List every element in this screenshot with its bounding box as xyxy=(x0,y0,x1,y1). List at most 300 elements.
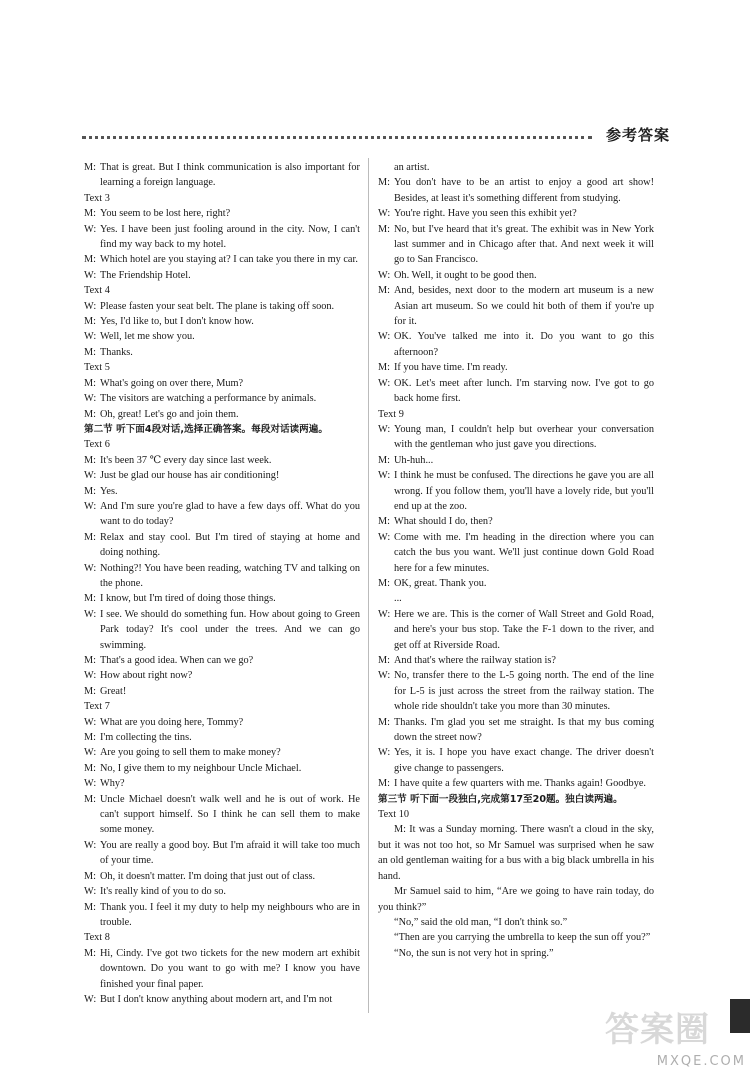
speaker-label: M xyxy=(84,685,94,697)
dialogue-text: Which hotel are you staying at? I can take you there in my car. xyxy=(100,254,358,266)
dialogue-line xyxy=(378,283,654,329)
text-heading: Text 8 xyxy=(84,932,110,944)
speaker xyxy=(84,730,100,745)
speaker-colon: : xyxy=(93,778,97,790)
monologue-paragraph: “No, the sun is not very hot in spring.” xyxy=(394,947,554,959)
left-column xyxy=(84,160,360,1007)
speaker xyxy=(84,715,100,730)
dialogue-text: Nothing?! You have been reading, watching TV and talking on the phone. xyxy=(100,562,360,589)
speaker xyxy=(84,561,100,592)
dialogue-text: Uncle Michael doesn't walk well and he is out of work. He can't support himself. So I think he can sell them to make some money. xyxy=(100,793,360,836)
speaker xyxy=(378,206,394,221)
speaker xyxy=(378,283,394,329)
speaker-label: M xyxy=(84,377,94,389)
dialogue-text: Relax and stay cool. But I'm tired of staying at home and doing nothing. xyxy=(100,531,360,559)
speaker-colon: : xyxy=(387,423,391,435)
dialogue-text: What's going on over there, Mum? xyxy=(100,377,244,389)
speaker xyxy=(378,715,394,746)
speaker-label: M xyxy=(84,870,94,882)
dialogue-text: Yes, it is. I hope you have exact change. The driver doesn't give change to passengers. xyxy=(394,747,654,774)
speaker xyxy=(378,653,394,668)
speaker-label: M xyxy=(84,208,94,220)
dialogue-line xyxy=(84,838,360,869)
speaker-label: M xyxy=(84,531,94,543)
speaker-label: W xyxy=(84,886,94,898)
speaker-label: W xyxy=(378,377,388,389)
speaker-label: M xyxy=(378,454,388,466)
speaker-colon: : xyxy=(387,454,391,466)
dialogue-line xyxy=(378,668,654,714)
speaker-label: W xyxy=(378,747,388,759)
speaker-colon: : xyxy=(93,886,97,898)
text-heading: Text 5 xyxy=(84,362,110,374)
monologue-paragraph: “No,” said the old man, “I don't think so.” xyxy=(394,916,568,928)
speaker-colon: : xyxy=(93,408,97,420)
dotted-rule xyxy=(82,136,592,139)
speaker xyxy=(84,329,100,344)
speaker-label: M xyxy=(84,346,94,358)
speaker xyxy=(84,776,100,791)
dialogue-line xyxy=(84,591,360,606)
speaker-label: M xyxy=(84,901,94,913)
dialogue-line xyxy=(378,468,654,514)
speaker xyxy=(84,468,100,483)
speaker-label: M xyxy=(378,362,388,374)
speaker xyxy=(84,299,100,314)
dialogue-line xyxy=(84,946,360,992)
dialogue-text: No, I give them to my neighbour Uncle Michael. xyxy=(100,762,302,774)
speaker-label: W xyxy=(84,393,94,405)
dialogue-text: Oh. Well, it ought to be good then. xyxy=(394,269,537,281)
dialogue-text: Yes. xyxy=(100,485,118,497)
dialogue-text: It's been 37 ℃ every day since last week. xyxy=(100,454,272,466)
speaker-colon: : xyxy=(93,470,97,482)
dialogue-line xyxy=(84,468,360,483)
dialogue-text: I think he must be confused. The directions he gave you are all wrong. If you follow them, you'll have a lovely ride, but you'll end up at the zoo. xyxy=(394,470,654,512)
dialogue-line xyxy=(84,900,360,931)
speaker-label: W xyxy=(378,208,388,220)
dialogue-text: Here we are. This is the corner of Wall Street and Gold Road, and here's your bus stop. Take the F-1 down to the river, and get off at Riverside Road. xyxy=(394,608,654,651)
speaker-colon: : xyxy=(93,485,97,497)
speaker xyxy=(378,360,394,375)
dialogue-text: Please fasten your seat belt. The plane is taking off soon. xyxy=(100,300,335,312)
header-title: 参考答案 xyxy=(605,126,670,144)
dialogue-line xyxy=(378,653,654,668)
dialogue-line xyxy=(84,222,360,253)
speaker-colon: : xyxy=(387,577,391,589)
speaker xyxy=(84,992,100,1007)
speaker-label: M xyxy=(84,316,94,328)
dialogue-line xyxy=(378,175,654,206)
dialogue-line xyxy=(84,561,360,592)
dialogue-line xyxy=(84,252,360,267)
speaker xyxy=(84,838,100,869)
speaker-colon: : xyxy=(93,670,97,682)
dialogue-line xyxy=(378,745,654,776)
dialogue-line xyxy=(378,206,654,221)
dialogue-text: What should I do, then? xyxy=(394,516,493,528)
speaker-label: W xyxy=(84,300,94,312)
dialogue-line xyxy=(84,684,360,699)
speaker-colon: : xyxy=(387,655,391,666)
dialogue-line xyxy=(84,206,360,221)
dialogue-text: No, transfer there to the L-5 going north. The end of the line for L-5 is just across the street from the railway station. The whole ride shouldn't take you more than 30 minutes. xyxy=(394,670,654,713)
dialogue-line xyxy=(378,715,654,746)
speaker xyxy=(84,407,100,422)
speaker-colon: : xyxy=(93,162,97,173)
speaker-colon: : xyxy=(387,716,391,728)
dialogue-text: OK. You've talked me into it. Do you want to go this afternoon? xyxy=(394,331,654,358)
dialogue-line xyxy=(378,776,654,791)
speaker xyxy=(84,453,100,468)
speaker xyxy=(84,391,100,406)
dialogue-text: Oh, it doesn't matter. I'm doing that just out of class. xyxy=(100,870,316,882)
speaker-label: W xyxy=(84,331,94,343)
speaker-colon: : xyxy=(93,993,97,1005)
dialogue-line xyxy=(84,792,360,838)
dialogue-line xyxy=(378,422,654,453)
speaker xyxy=(84,607,100,653)
section-heading: 第二节 听下面4段对话,选择正确答案。每段对话读两遍。 xyxy=(84,423,328,435)
dialogue-text: OK. Let's meet after lunch. I'm starving now. I've got to go back home first. xyxy=(394,377,654,405)
speaker-colon: : xyxy=(93,531,97,543)
speaker xyxy=(84,530,100,561)
speaker xyxy=(84,684,100,699)
speaker-label: M xyxy=(84,454,94,466)
speaker-colon: : xyxy=(387,208,391,220)
speaker-label: M xyxy=(84,162,94,173)
dialogue-line xyxy=(378,376,654,407)
text-heading: Text 3 xyxy=(84,192,110,204)
dialogue-line xyxy=(84,761,360,776)
dialogue-line xyxy=(378,607,654,653)
dialogue-text: Young man, I couldn't help but overhear your conversation with the gentleman who just gave you directions. xyxy=(394,423,654,451)
speaker-colon: : xyxy=(93,655,97,666)
speaker-colon: : xyxy=(93,839,97,851)
dialogue-line xyxy=(378,514,654,529)
speaker xyxy=(84,206,100,221)
speaker-label: M xyxy=(84,408,94,420)
speaker xyxy=(378,530,394,576)
dialogue-line xyxy=(84,992,360,1007)
speaker-colon: : xyxy=(93,269,97,281)
speaker-colon: : xyxy=(93,608,97,620)
dialogue-line xyxy=(378,530,654,576)
speaker xyxy=(378,329,394,360)
speaker-label: W xyxy=(84,670,94,682)
speaker xyxy=(378,668,394,714)
dialogue-line xyxy=(84,869,360,884)
speaker xyxy=(378,514,394,529)
speaker-label: M xyxy=(84,655,94,666)
dialogue-line xyxy=(84,499,360,530)
speaker-colon: : xyxy=(93,346,97,358)
page-header xyxy=(82,124,670,150)
dialogue-text: How about right now? xyxy=(100,670,193,682)
dialogue-line xyxy=(84,668,360,683)
speaker-colon: : xyxy=(93,716,97,728)
speaker-colon: : xyxy=(387,223,391,235)
text-heading: Text 6 xyxy=(84,439,110,451)
speaker-label: M xyxy=(378,655,388,666)
dialogue-line xyxy=(84,407,360,422)
speaker-label: M xyxy=(378,285,388,297)
dialogue-line xyxy=(84,653,360,668)
dialogue-text: It's really kind of you to do so. xyxy=(100,886,226,898)
speaker-label: W xyxy=(84,562,94,574)
speaker-label: W xyxy=(84,223,94,235)
speaker xyxy=(378,453,394,468)
speaker-label: W xyxy=(378,531,388,543)
speaker xyxy=(84,376,100,391)
speaker-colon: : xyxy=(93,793,97,805)
dialogue-text: Oh, great! Let's go and join them. xyxy=(100,408,239,420)
speaker-colon: : xyxy=(93,747,97,759)
speaker-label: W xyxy=(378,423,388,435)
dialogue-line xyxy=(84,745,360,760)
speaker-colon: : xyxy=(93,254,97,266)
dialogue-text: Come with me. I'm heading in the direction where you can catch the bus you want. We'll just continue down Gold Road here for a few minutes. xyxy=(394,531,654,574)
speaker-colon: : xyxy=(387,516,391,528)
speaker-colon: : xyxy=(387,670,391,682)
speaker-colon: : xyxy=(387,778,391,790)
column-divider xyxy=(368,158,369,1013)
speaker-label: W xyxy=(378,470,388,482)
speaker xyxy=(378,376,394,407)
dialogue-line xyxy=(84,730,360,745)
speaker xyxy=(378,222,394,268)
speaker-colon: : xyxy=(93,377,97,389)
speaker xyxy=(84,668,100,683)
speaker-label: W xyxy=(84,269,94,281)
speaker-label: W xyxy=(378,670,388,682)
dialogue-text: No, but I've heard that it's great. The exhibit was in New York last summer and in Chicago after that. And next week it will go to San Francisco. xyxy=(394,223,654,266)
speaker-colon: : xyxy=(387,377,391,389)
monologue-paragraph: M: It was a Sunday morning. There wasn't a cloud in the sky, but it was not too hot, so Mr Samuel was surprised when he saw an old gentleman waiting for a bus with a big black umbrella in his hand. xyxy=(378,824,654,882)
speaker-label: M xyxy=(378,223,388,235)
dialogue-line xyxy=(378,576,654,591)
speaker-colon: : xyxy=(93,593,97,605)
watermark-logo: 答案圈 xyxy=(605,1010,710,1050)
speaker-colon: : xyxy=(387,285,391,297)
dialogue-text: And I'm sure you're glad to have a few days off. What do you want to do today? xyxy=(100,500,360,528)
speaker-colon: : xyxy=(93,901,97,913)
speaker-colon: : xyxy=(93,562,97,574)
speaker-colon: : xyxy=(93,454,97,466)
speaker-label: M xyxy=(378,577,388,589)
speaker-colon: : xyxy=(93,316,97,328)
speaker-label: M xyxy=(84,732,94,744)
speaker xyxy=(84,345,100,360)
dialogue-text: And, besides, next door to the modern art museum is a new Asian art museum. So we could hit both of them if you're up for it. xyxy=(394,285,654,328)
text-heading: Text 4 xyxy=(84,285,110,297)
dialogue-text: I know, but I'm tired of doing those things. xyxy=(100,593,276,605)
right-column xyxy=(378,160,654,961)
dialogue-line xyxy=(84,530,360,561)
dialogue-text: But I don't know anything about modern art, and I'm not xyxy=(100,993,333,1005)
continued-text: an artist. xyxy=(394,162,430,173)
dialogue-line xyxy=(378,222,654,268)
speaker-label: M xyxy=(84,254,94,266)
speaker-colon: : xyxy=(387,331,391,343)
speaker-label: W xyxy=(378,269,388,281)
dialogue-text: You're right. Have you seen this exhibit yet? xyxy=(394,208,577,220)
dialogue-text: Yes. I have been just fooling around in the city. Now, I can't find my way back to my hotel. xyxy=(100,223,360,251)
speaker xyxy=(84,745,100,760)
speaker-colon: : xyxy=(93,870,97,882)
speaker xyxy=(378,175,394,206)
speaker-label: W xyxy=(378,608,388,620)
speaker-label: M xyxy=(84,947,94,959)
dialogue-text: I have quite a few quarters with me. Thanks again! Goodbye. xyxy=(394,778,647,790)
dialogue-line xyxy=(84,391,360,406)
dialogue-text: Great! xyxy=(100,685,127,697)
dialogue-text: OK, great. Thank you. xyxy=(394,577,487,589)
dialogue-text: Hi, Cindy. I've got two tickets for the new modern art exhibit downtown. Do you want to go with me? I know you have finished your final paper. xyxy=(100,947,360,990)
dialogue-line xyxy=(84,607,360,653)
dialogue-line xyxy=(84,715,360,730)
speaker xyxy=(84,946,100,992)
monologue-paragraph: “Then are you carrying the umbrella to keep the sun off you?” xyxy=(394,932,651,944)
speaker-label: W xyxy=(84,747,94,759)
text-heading: Text 10 xyxy=(378,809,410,821)
speaker xyxy=(84,499,100,530)
dialogue-text: The Friendship Hotel. xyxy=(100,269,191,281)
dialogue-text: Thank you. I feel it my duty to help my neighbours who are in trouble. xyxy=(100,901,360,928)
speaker-label: M xyxy=(84,593,94,605)
speaker xyxy=(84,268,100,283)
speaker-label: W xyxy=(84,993,94,1005)
dialogue-text: Yes, I'd like to, but I don't know how. xyxy=(100,316,254,328)
dialogue-line xyxy=(84,884,360,899)
speaker xyxy=(378,268,394,283)
dialogue-line xyxy=(378,360,654,375)
dialogue-line xyxy=(84,299,360,314)
speaker-label: M xyxy=(378,716,388,728)
speaker-colon: : xyxy=(93,947,97,959)
speaker-label: W xyxy=(84,716,94,728)
dialogue-line xyxy=(84,329,360,344)
speaker xyxy=(378,745,394,776)
speaker-colon: : xyxy=(93,685,97,697)
dialogue-line xyxy=(84,314,360,329)
page-edge-mark xyxy=(730,999,750,1033)
speaker-label: W xyxy=(84,608,94,620)
dialogue-text: Why? xyxy=(100,778,125,790)
speaker-colon: : xyxy=(387,362,391,374)
dialogue-text: Well, let me show you. xyxy=(100,331,195,343)
dialogue-text: I'm collecting the tins. xyxy=(100,732,192,744)
dialogue-text: Thanks. I'm glad you set me straight. Is that my bus coming down the street now? xyxy=(394,716,654,744)
speaker xyxy=(84,160,100,191)
dialogue-text: That is great. But I think communication is also important for learning a foreign language. xyxy=(100,162,360,189)
speaker-colon: : xyxy=(93,500,97,512)
speaker xyxy=(378,776,394,791)
dialogue-text: If you have time. I'm ready. xyxy=(394,362,508,374)
speaker xyxy=(84,222,100,253)
dialogue-text: The visitors are watching a performance by animals. xyxy=(100,393,317,405)
speaker-colon: : xyxy=(93,208,97,220)
speaker xyxy=(84,591,100,606)
dialogue-text: That's a good idea. When can we go? xyxy=(100,655,254,666)
speaker xyxy=(378,607,394,653)
dialogue-line xyxy=(84,160,360,191)
speaker-label: W xyxy=(84,500,94,512)
dialogue-line xyxy=(84,453,360,468)
speaker xyxy=(84,761,100,776)
speaker xyxy=(378,576,394,591)
speaker xyxy=(84,314,100,329)
speaker-colon: : xyxy=(93,732,97,744)
dialogue-text: You are really a good boy. But I'm afraid it will take too much of your time. xyxy=(100,839,360,867)
section-heading: 第三节 听下面一段独白,完成第17至20题。独白读两遍。 xyxy=(378,793,623,805)
speaker-colon: : xyxy=(387,747,391,759)
speaker-label: M xyxy=(378,516,388,528)
text-heading: Text 7 xyxy=(84,701,110,713)
dialogue-line xyxy=(84,484,360,499)
dialogue-text: Are you going to sell them to make money? xyxy=(100,747,281,759)
speaker-colon: : xyxy=(93,300,97,312)
speaker-colon: : xyxy=(93,762,97,774)
speaker-label: M xyxy=(84,793,94,805)
speaker xyxy=(378,422,394,453)
speaker-colon: : xyxy=(93,223,97,235)
speaker-colon: : xyxy=(93,393,97,405)
speaker xyxy=(84,792,100,838)
dialogue-line xyxy=(84,376,360,391)
speaker xyxy=(84,869,100,884)
dialogue-text: Thanks. xyxy=(100,346,133,358)
speaker-colon: : xyxy=(387,177,391,189)
dialogue-line xyxy=(84,268,360,283)
dialogue-text: And that's where the railway station is? xyxy=(394,655,556,666)
dialogue-text: What are you doing here, Tommy? xyxy=(100,716,244,728)
dialogue-text: I see. We should do something fun. How about going to Green Park today? It's cool under the trees. And we can go swimming. xyxy=(100,608,360,651)
speaker-colon: : xyxy=(93,331,97,343)
speaker xyxy=(84,884,100,899)
speaker-label: M xyxy=(378,778,388,790)
speaker xyxy=(378,468,394,514)
dialogue-line xyxy=(378,453,654,468)
speaker-label: W xyxy=(84,778,94,790)
speaker-label: W xyxy=(84,470,94,482)
watermark-text: MXQE.COM xyxy=(656,1054,746,1069)
dialogue-line xyxy=(378,329,654,360)
speaker-colon: : xyxy=(387,269,391,281)
dialogue-text: Uh-huh... xyxy=(394,454,434,466)
speaker-colon: : xyxy=(387,470,391,482)
monologue-paragraph: Mr Samuel said to him, “Are we going to have rain today, do you think?” xyxy=(378,886,654,913)
text-heading: Text 9 xyxy=(378,408,404,420)
speaker-label: W xyxy=(378,331,388,343)
continued-text: ... xyxy=(394,593,402,605)
dialogue-line xyxy=(84,345,360,360)
speaker xyxy=(84,252,100,267)
speaker xyxy=(84,900,100,931)
dialogue-text: You seem to be lost here, right? xyxy=(100,208,231,220)
speaker xyxy=(84,653,100,668)
speaker xyxy=(84,484,100,499)
dialogue-line xyxy=(378,268,654,283)
speaker-label: M xyxy=(378,177,388,189)
speaker-label: M xyxy=(84,485,94,497)
dialogue-text: Just be glad our house has air conditioning! xyxy=(100,470,280,482)
speaker-label: W xyxy=(84,839,94,851)
dialogue-text: You don't have to be an artist to enjoy a good art show! Besides, at least it's something different from studying. xyxy=(394,177,654,204)
speaker-label: M xyxy=(84,762,94,774)
speaker-colon: : xyxy=(387,531,391,543)
dialogue-line xyxy=(84,776,360,791)
